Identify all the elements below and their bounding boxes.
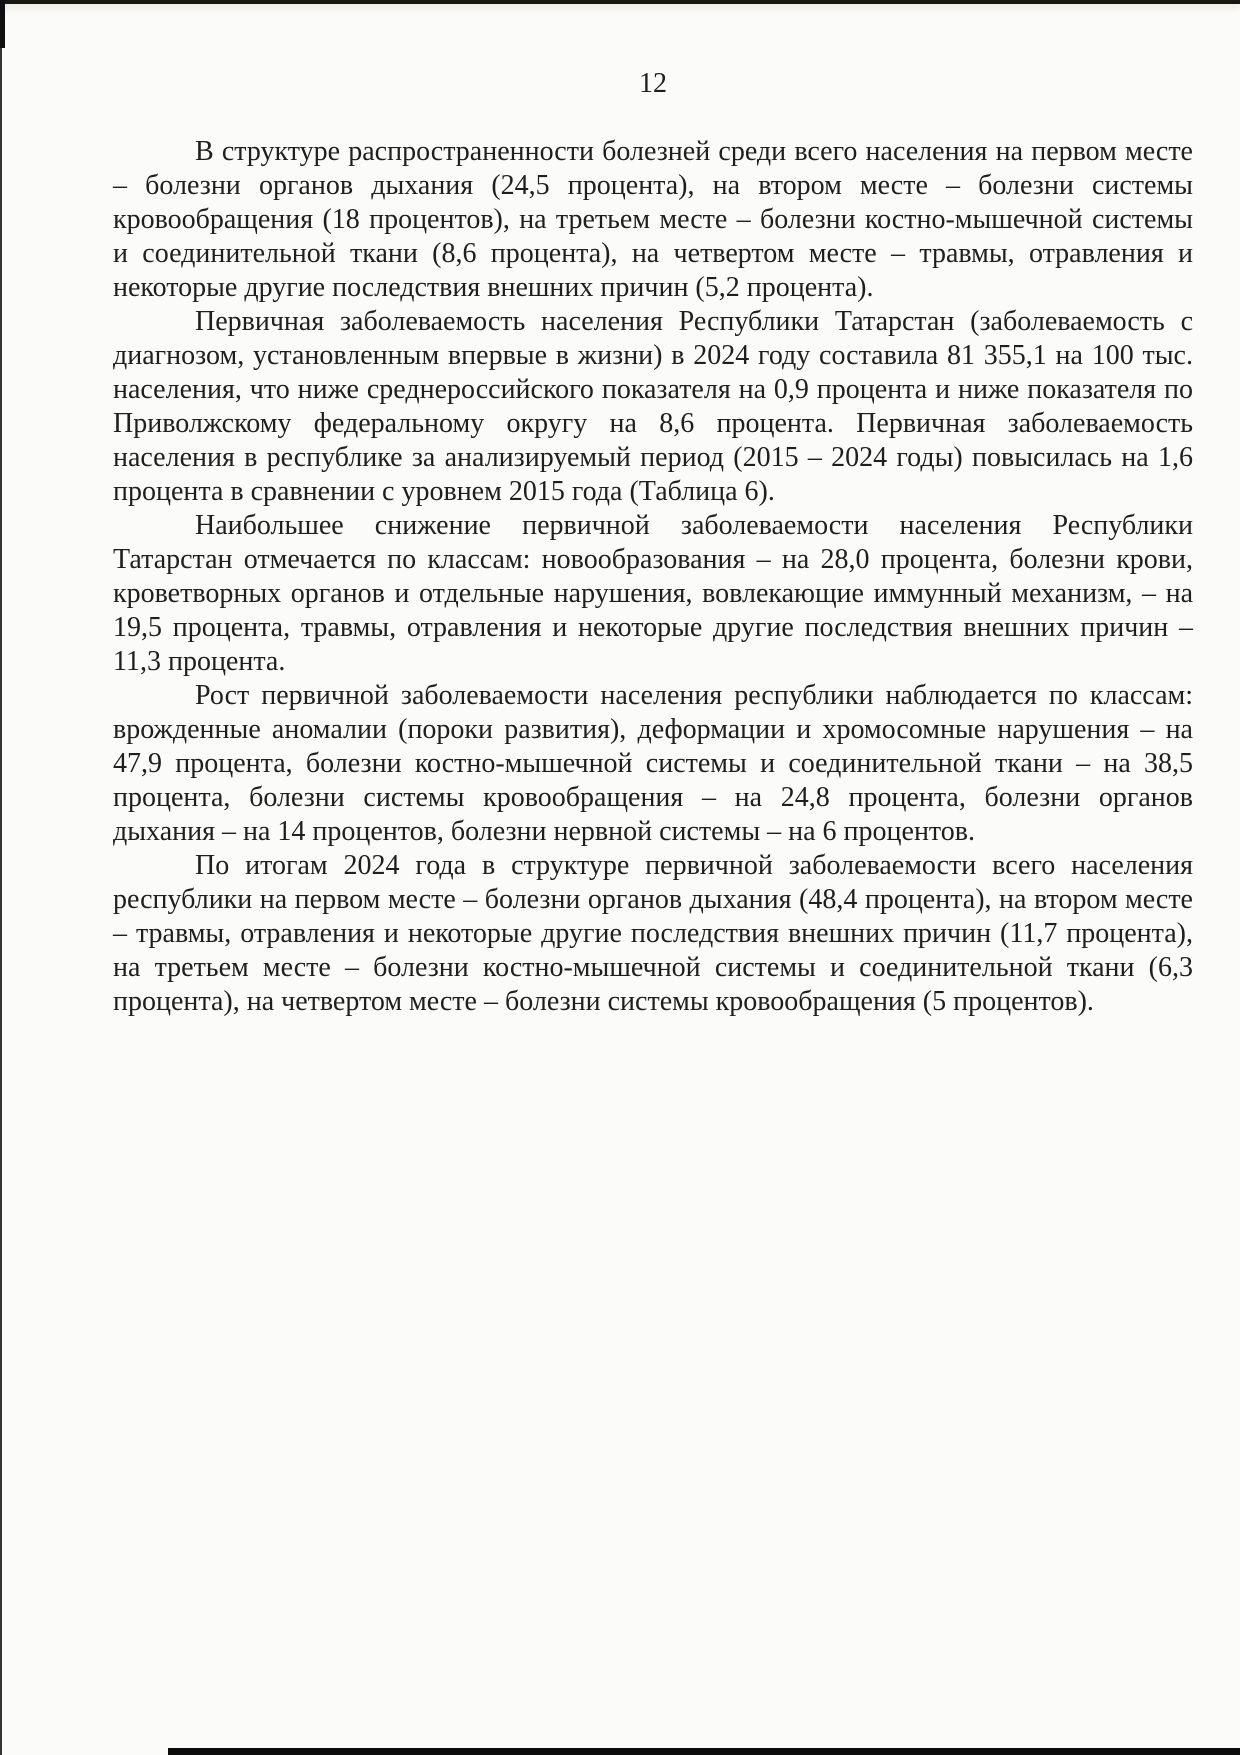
paragraph-primary-morbidity-2024: Первичная заболеваемость населения Республики Татарстан (заболеваемость с диагнозом, установленным впервые в жизни) в 2024 году составила 81 355,1 на 100 тыс. населения, что ниже среднероссийского показателя на 0,9 процента и ниже показателя по Приволжскому федеральному округу на 8,6 процента. Первичная заболеваемость населения в республике за анализируемый период (2015 – 2024 годы) повысилась на 1,6 процента в сравнении с уровнем 2015 года (Таблица 6).	[113, 306, 1193, 507]
paragraph-growth-classes: Рост первичной заболеваемости населения республики наблюдается по классам: врожденные аномалии (пороки развития), деформации и хромосомные нарушения – на 47,9 процента, болезни костно-мышечной системы и соединительной ткани – на 38,5 процента, болезни системы кровообращения – на 24,8 процента, болезни органов дыхания – на 14 процентов, болезни нервной системы – на 6 процентов.	[113, 680, 1193, 847]
scan-edge-left-top	[0, 0, 5, 48]
paragraph-largest-decline-classes: Наибольшее снижение первичной заболеваемости населения Республики Татарстан отмечается по классам: новообразования – на 28,0 процента, болезни крови, кроветворных органов и отдельные нарушения, вовлекающие иммунный механизм, – на 19,5 процента, травмы, отравления и некоторые другие последствия внешних причин – 11,3 процента.	[113, 510, 1193, 677]
paragraph-disease-prevalence-structure: В структуре распространенности болезней среди всего населения на первом месте – болезни органов дыхания (24,5 процента), на втором месте – болезни системы кровообращения (18 процентов), на третьем месте – болезни костно-мышечной системы и соединительной ткани (8,6 процента), на четвертом месте – травмы, отравления и некоторые другие последствия внешних причин (5,2 процента).	[113, 136, 1193, 303]
document-body	[113, 135, 1193, 1019]
scan-edge-top	[0, 0, 1240, 4]
scan-edge-bottom	[168, 1748, 1240, 1755]
scan-edge-left	[0, 0, 2, 1755]
paragraph-primary-morbidity-structure: По итогам 2024 года в структуре первичной заболеваемости всего населения республики на первом месте – болезни органов дыхания (48,4 процента), на втором месте – травмы, отравления и некоторые другие последствия внешних причин (11,7 процента), на третьем месте – болезни костно-мышечной системы и соединительной ткани (6,3 процента), на четвертом месте – болезни системы кровообращения (5 процентов).	[113, 850, 1193, 1017]
page-number: 12	[639, 68, 667, 99]
